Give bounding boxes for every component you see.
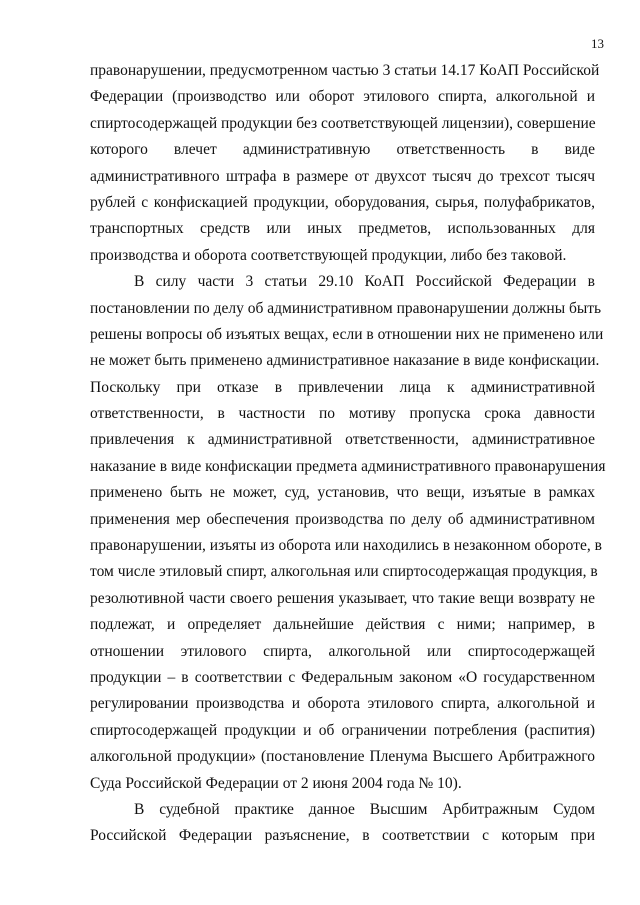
text-line: применено быть не может, суд, установив, что вещи, изъятые в рамках [90,484,595,502]
text-line: Федерации (производство или оборот этилового спирта, алкогольной и [90,88,595,106]
text-line: производства и оборота соответствующей продукции, либо без таковой. [90,246,567,264]
text-line: правонарушении, предусмотренном частью 3 статьи 14.17 КоАП Российской [90,62,600,79]
text-line: Российской Федерации разъяснение, в соответствии с которым при [90,827,595,845]
text-line: Суда Российской Федерации от 2 июня 2004 года № 10). [90,774,462,792]
text-line: регулировании производства и оборота этилового спирта, алкогольной и [90,695,595,713]
paragraph [90,269,606,797]
text-line: продукции – в соответствии с Федеральным законом «О государственном [90,668,595,686]
text-line: ответственности, в частности по мотиву пропуска срока давности [90,405,595,423]
text-line: алкогольной продукции» (постановление Пленума Высшего Арбитражного [90,748,595,766]
text-line: транспортных средств или иных предметов, использованных для [90,220,595,238]
text-line: привлечения к административной ответственности, административное [90,431,595,449]
paragraph [90,797,595,850]
text-line: В силу части 3 статьи 29.10 КоАП Российской Федерации в [134,273,595,291]
text-line: постановлении по делу об административном правонарушении должны быть [90,299,602,317]
text-line: спиртосодержащей продукции без соответствующей лицензии), совершение [90,114,596,132]
paragraph [90,58,600,269]
text-line: спиртосодержащей продукции и об ограничении потребления (распития) [90,721,595,739]
text-line: отношении этилового спирта, алкогольной или спиртосодержащей [90,642,595,660]
text-line: наказание в виде конфискации предмета административного правонарушения [90,457,606,475]
text-line: рублей с конфискацией продукции, оборудования, сырья, полуфабрикатов, [90,193,595,211]
text-line: правонарушении, изъяты из оборота или находились в незаконном обороте, в [90,537,602,555]
page-number: 13 [591,36,604,51]
text-line: В судебной практике данное Высшим Арбитражным Судом [134,800,595,818]
text-line: применения мер обеспечения производства по делу об административном [90,510,595,528]
text-line: резолютивной части своего решения указывает, что такие вещи возврату не [90,589,595,607]
text-line: подлежат, и определяет дальнейшие действия с ними; например, в [90,616,595,634]
text-line: которого влечет административную ответственность в виде [90,141,595,159]
text-line: административного штрафа в размере от двухсот тысяч до трехсот тысяч [90,167,595,185]
text-line: том числе этиловый спирт, алкогольная или спиртосодержащая продукция, в [90,563,598,581]
text-line: не может быть применено административное наказание в виде конфискации. [90,352,600,370]
document-body [90,58,606,850]
text-line: решены вопросы об изъятых вещах, если в отношении них не применено или [90,325,604,343]
text-line: Поскольку при отказе в привлечении лица к административной [90,378,595,396]
